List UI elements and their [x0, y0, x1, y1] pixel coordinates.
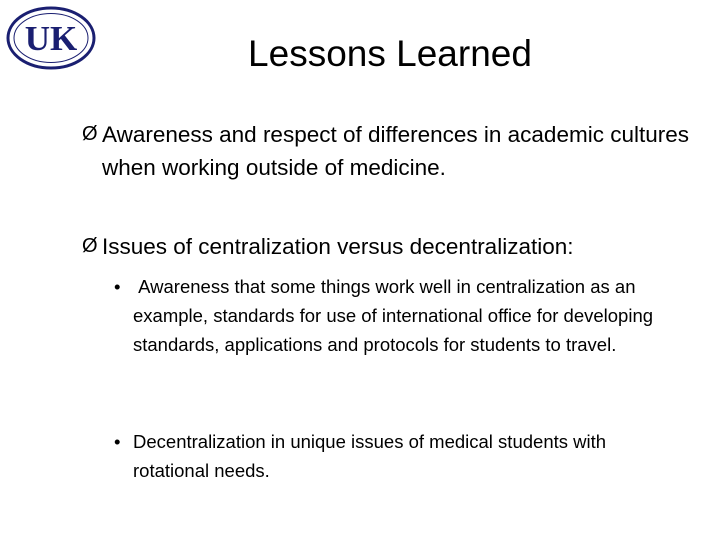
dot-bullet-icon: •: [114, 276, 121, 297]
arrow-bullet-icon: Ø: [82, 123, 98, 145]
list-item-text: Issues of centralization versus decentralization:: [102, 234, 574, 259]
list-item: [82, 118, 702, 184]
uk-logo: [5, 5, 97, 71]
slide-title: Lessons Learned: [248, 33, 532, 74]
sub-list-item: [114, 427, 694, 485]
sub-list-item-text: Decentralization in unique issues of medical students with rotational needs.: [133, 431, 607, 481]
dot-bullet-icon: •: [114, 431, 121, 452]
arrow-bullet-icon: Ø: [82, 235, 98, 257]
sub-list-item: [114, 272, 694, 359]
list-item-text: Awareness and respect of differences in academic cultures when working outside of medicine.: [102, 122, 689, 180]
list-item: [82, 230, 702, 263]
sub-list-item-text: Awareness that some things work well in centralization as an example, standards for use of international office for developing standards, applications and protocols for students to travel.: [133, 276, 659, 355]
logo-lettering: UK: [24, 19, 78, 58]
